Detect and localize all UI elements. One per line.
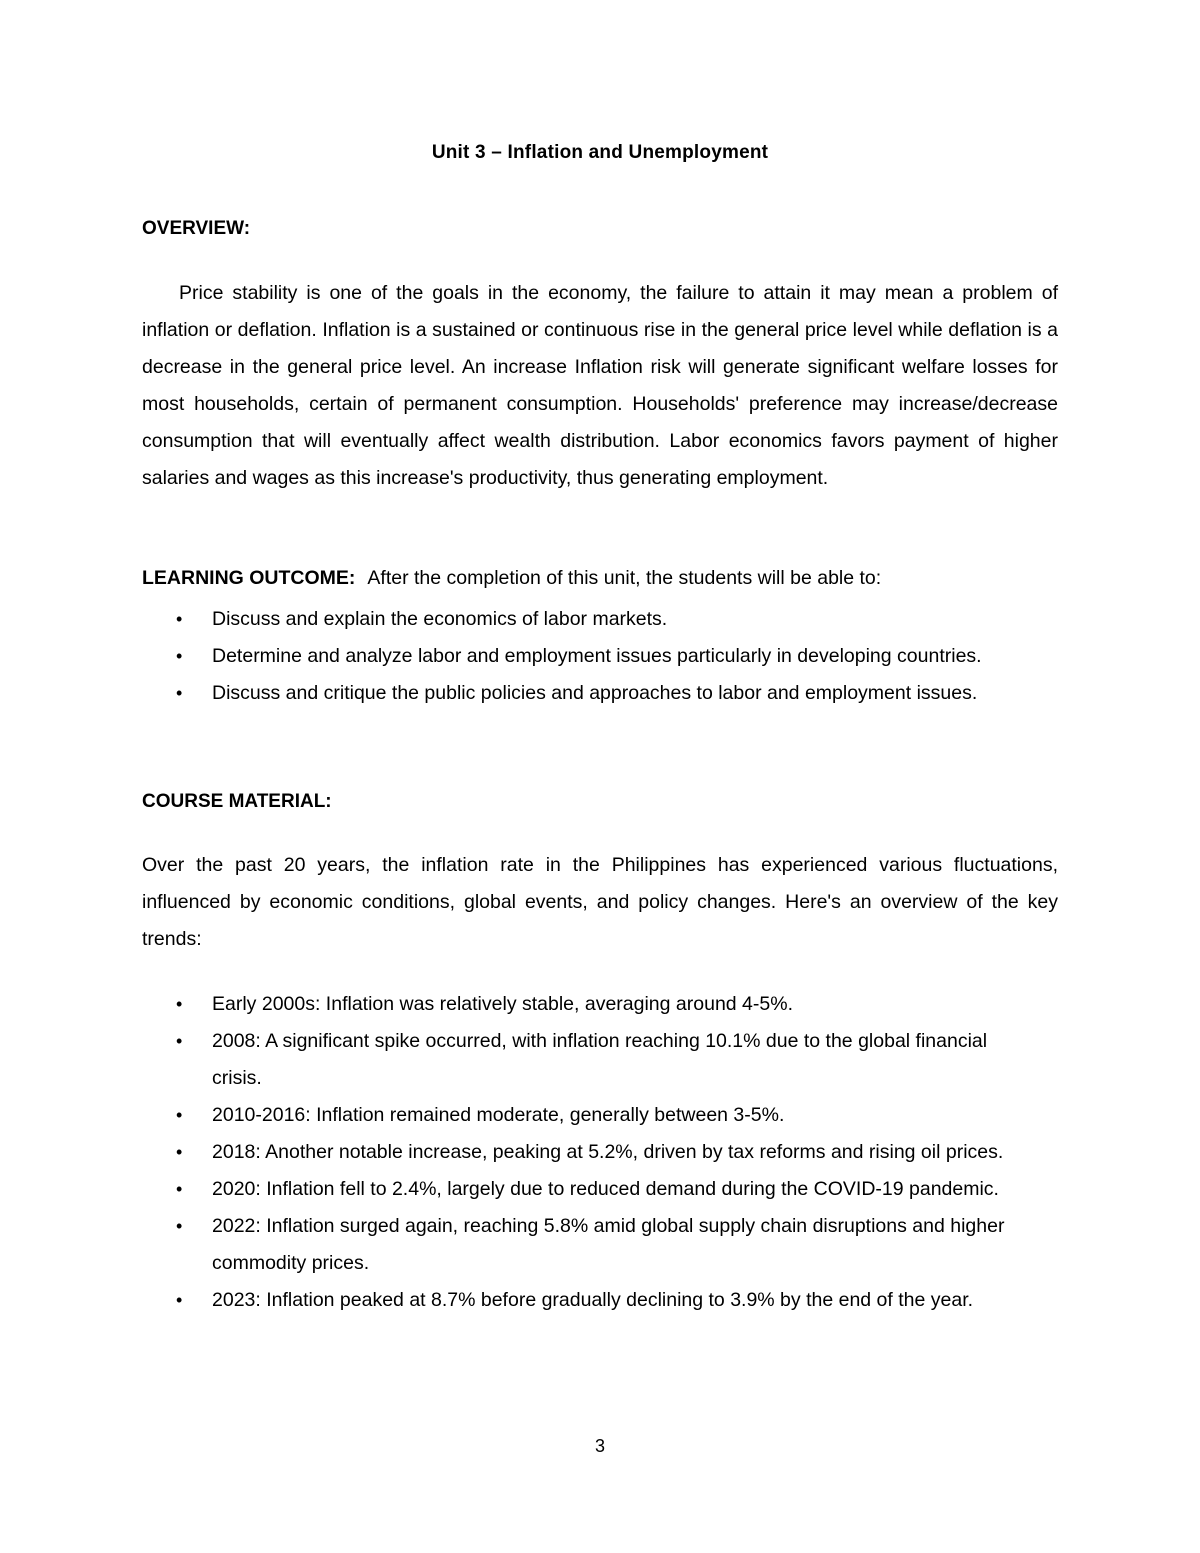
bullet-icon: • [176,1142,183,1162]
list-item [142,1208,1022,1282]
bullet-icon: • [176,1105,183,1125]
bullet-icon: • [176,1216,183,1236]
list-item [142,1023,1022,1097]
list-item [142,642,1002,670]
list-item-text: 2023: Inflation peaked at 8.7% before gradually declining to 3.9% by the end of the year. [212,1289,974,1311]
bullet-icon: • [176,1031,183,1051]
learning-outcome-list [142,605,1002,707]
list-item [142,1134,1022,1171]
overview-paragraph: Price stability is one of the goals in the economy, the failure to attain it may mean a problem of inflation or deflation. Inflation is a sustained or continuous rise in the general price level while deflation is a decrease in the general price level. An increase Inflation risk will generate significant welfare losses for most households, certain of permanent consumption. Households' preference may increase/decrease consumption that will eventually affect wealth distribution. Labor economics favors payment of higher salaries and wages as this increase's productivity, thus generating employment. [142,282,1058,489]
overview-heading: OVERVIEW: [142,218,251,239]
list-item [142,1282,1022,1319]
list-item-text: 2020: Inflation fell to 2.4%, largely due to reduced demand during the COVID-19 pandemic. [212,1178,999,1200]
list-item [142,605,1002,633]
list-item [142,679,1002,707]
page-title: Unit 3 – Inflation and Unemployment [431,142,769,163]
bullet-icon: • [176,683,183,703]
course-material-paragraph: Over the past 20 years, the inflation rate in the Philippines has experienced various fluctuations, influenced by economic conditions, global events, and policy changes. Here's an overview of the key trends: [142,854,1058,950]
bullet-icon: • [176,609,183,629]
list-item-text: Determine and analyze labor and employment issues particularly in developing countries. [212,645,982,667]
list-item-text: 2018: Another notable increase, peaking at 5.2%, driven by tax reforms and rising oil prices. [212,1141,1004,1163]
bullet-icon: • [176,646,183,666]
list-item [142,986,1022,1023]
course-material-heading: COURSE MATERIAL: [142,791,332,812]
list-item-text: Discuss and explain the economics of labor markets. [212,608,668,630]
bullet-icon: • [176,1179,183,1199]
list-item [142,1097,1022,1134]
course-material-list [142,986,1022,1319]
list-item-text: 2022: Inflation surged again, reaching 5.8% amid global supply chain disruptions and higher commodity prices. [212,1215,1005,1274]
list-item [142,1171,1022,1208]
learning-outcome-line [142,567,881,590]
list-item-text: Early 2000s: Inflation was relatively stable, averaging around 4-5%. [212,993,793,1015]
list-item-text: 2010-2016: Inflation remained moderate, generally between 3-5%. [212,1104,785,1126]
list-item-text: 2008: A significant spike occurred, with inflation reaching 10.1% due to the global financial crisis. [212,1030,988,1089]
list-item-text: Discuss and critique the public policies and approaches to labor and employment issues. [212,682,978,704]
bullet-icon: • [176,994,183,1014]
learning-outcome-heading: LEARNING OUTCOME: [142,567,356,589]
page-number: 3 [594,1436,605,1456]
bullet-icon: • [176,1290,183,1310]
learning-outcome-intro: After the completion of this unit, the students will be able to: [367,567,882,589]
